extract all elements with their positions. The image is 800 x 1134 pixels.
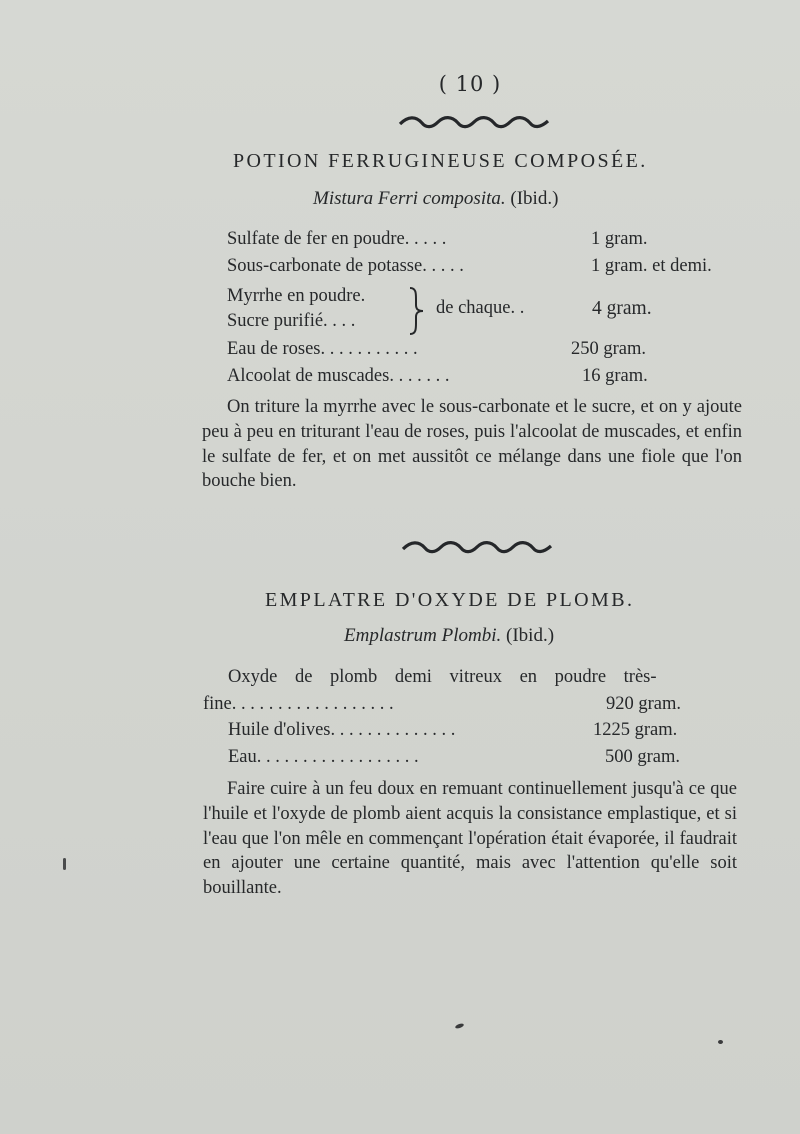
ingredient-quantity: 250 gram. xyxy=(571,339,647,359)
ingredient-quantity: 16 gram. xyxy=(582,366,648,386)
source-reference: (Ibid.) xyxy=(506,625,555,646)
source-reference: (Ibid.) xyxy=(510,188,559,209)
wave-ornament-top xyxy=(398,114,552,132)
ingredient-name: Sulfate de fer en poudre. . . . . xyxy=(227,229,447,249)
ingredient-name: Eau. . . . . . . . . . . . . . . . . . xyxy=(228,747,419,767)
ingredient-quantity: 1 gram. xyxy=(591,229,648,249)
latin-name: Mistura Ferri composita. xyxy=(313,188,506,209)
grouped-quantity: 4 gram. xyxy=(592,298,652,319)
instructions-paragraph: Faire cuire à un feu doux en remuant continuellement jusqu'à ce que l'huile et l'oxyde de plomb aient acquis la consistance emplastique, et si l'eau que l'on mêle en commençant l'opération était évaporée, il faudrait en ajouter une certaine quantité, mais avec l'attention qu'elle soit bouillante. xyxy=(203,779,737,899)
grouped-label: de chaque. . xyxy=(436,298,525,318)
brace-symbol xyxy=(406,285,428,337)
ingredient-name: Alcoolat de muscades. . . . . . . xyxy=(227,366,450,386)
ingredient-name: Eau de roses. . . . . . . . . . . xyxy=(227,339,418,359)
section-subtitle-potion xyxy=(313,188,558,210)
latin-name: Emplastrum Plombi. xyxy=(344,625,502,646)
grouped-ingredient-name: Sucre purifié. . . . xyxy=(227,311,356,331)
ingredient-name: Huile d'olives. . . . . . . . . . . . . . xyxy=(228,720,456,740)
ingredient-name: Sous-carbonate de potasse. . . . . xyxy=(227,256,464,276)
grouped-ingredient-name: Myrrhe en poudre. xyxy=(227,286,366,306)
ingredient-name: fine. . . . . . . . . . . . . . . . . . xyxy=(203,694,394,714)
wave-ornament-middle xyxy=(401,539,555,557)
page-number: ( 10 ) xyxy=(438,72,502,96)
ink-speck xyxy=(63,858,66,870)
ingredient-quantity: 500 gram. xyxy=(605,747,681,767)
preparation-paragraph: On triture la myrrhe avec le sous-carbonate et le sucre, et on y ajoute peu à peu en triturant l'eau de roses, puis l'alcoolat de muscades, et enfin le sulfate de fer, et on met aussitôt ce mélange dans une fiole que l'on bouche bien. xyxy=(202,397,742,492)
ingredient-first-line: Oxyde de plomb demi vitreux en poudre très- xyxy=(228,667,657,687)
section-title-emplatre: EMPLATRE D'OXYDE DE PLOMB. xyxy=(265,589,635,611)
ingredient-quantity: 920 gram. xyxy=(606,694,682,714)
section-subtitle-emplatre xyxy=(344,625,554,647)
ingredient-quantity: 1225 gram. xyxy=(593,720,678,740)
ink-speck xyxy=(718,1040,723,1044)
section-title-potion: POTION FERRUGINEUSE COMPOSÉE. xyxy=(233,150,648,172)
ingredient-quantity: 1 gram. et demi. xyxy=(591,256,712,276)
ink-speck xyxy=(455,1023,465,1030)
